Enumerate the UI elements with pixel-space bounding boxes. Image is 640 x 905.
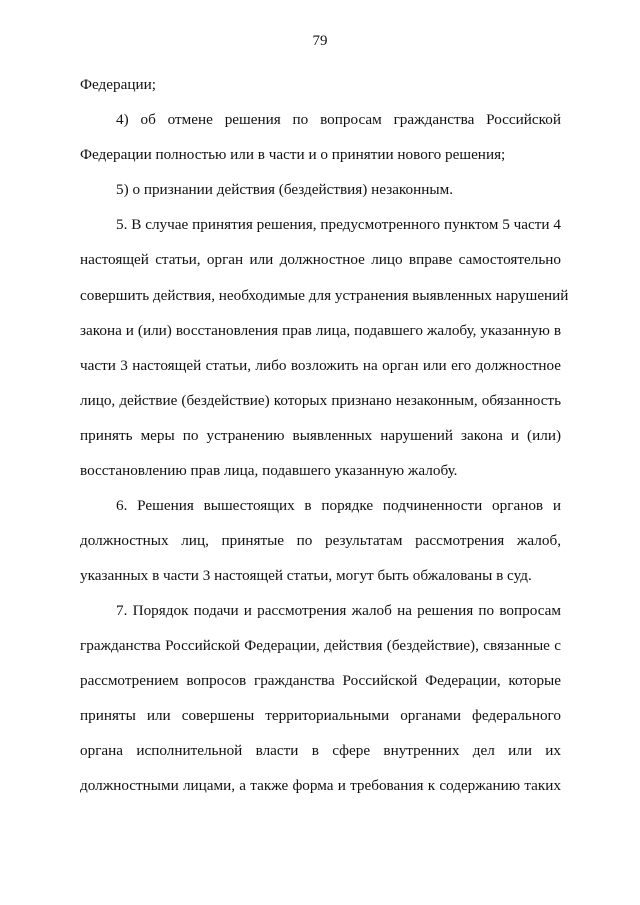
text-line: должностных лиц, принятые по результатам рассмотрения жалоб, bbox=[80, 532, 561, 549]
page-number: 79 bbox=[312, 33, 328, 49]
text-line: приняты или совершены территориальными органами федерального bbox=[80, 707, 561, 724]
text-line: Федерации; bbox=[80, 76, 156, 93]
text-line: закона и (или) восстановления прав лица, подавшего жалобу, указанную в bbox=[80, 322, 561, 339]
text-line: части 3 настоящей статьи, либо возложить на орган или его должностное bbox=[80, 357, 561, 374]
text-line: указанных в части 3 настоящей статьи, могут быть обжалованы в суд. bbox=[80, 567, 532, 584]
text-line: принять меры по устранению выявленных нарушений закона и (или) bbox=[80, 427, 561, 444]
text-line: 5. В случае принятия решения, предусмотренного пунктом 5 части 4 bbox=[116, 216, 561, 233]
text-line: 4) об отмене решения по вопросам гражданства Российской bbox=[116, 111, 561, 128]
text-line: лицо, действие (бездействие) которых признано незаконным, обязанность bbox=[80, 392, 561, 409]
text-line: 5) о признании действия (бездействия) незаконным. bbox=[116, 181, 454, 198]
text-line: 6. Решения вышестоящих в порядке подчиненности органов и bbox=[116, 497, 561, 514]
text-line: органа исполнительной власти в сфере внутренних дел или их bbox=[80, 742, 561, 759]
text-line: совершить действия, необходимые для устранения выявленных нарушений bbox=[80, 287, 569, 304]
text-line: должностными лицами, а также форма и требования к содержанию таких bbox=[80, 777, 561, 794]
text-line: восстановлению прав лица, подавшего указанную жалобу. bbox=[80, 462, 458, 479]
text-line: настоящей статьи, орган или должностное лицо вправе самостоятельно bbox=[80, 251, 561, 268]
text-line: рассмотрением вопросов гражданства Российской Федерации, которые bbox=[80, 672, 561, 689]
text-line: 7. Порядок подачи и рассмотрения жалоб на решения по вопросам bbox=[116, 602, 561, 619]
text-line: гражданства Российской Федерации, действия (бездействие), связанные с bbox=[80, 637, 561, 654]
text-line: Федерации полностью или в части и о принятии нового решения; bbox=[80, 146, 506, 163]
